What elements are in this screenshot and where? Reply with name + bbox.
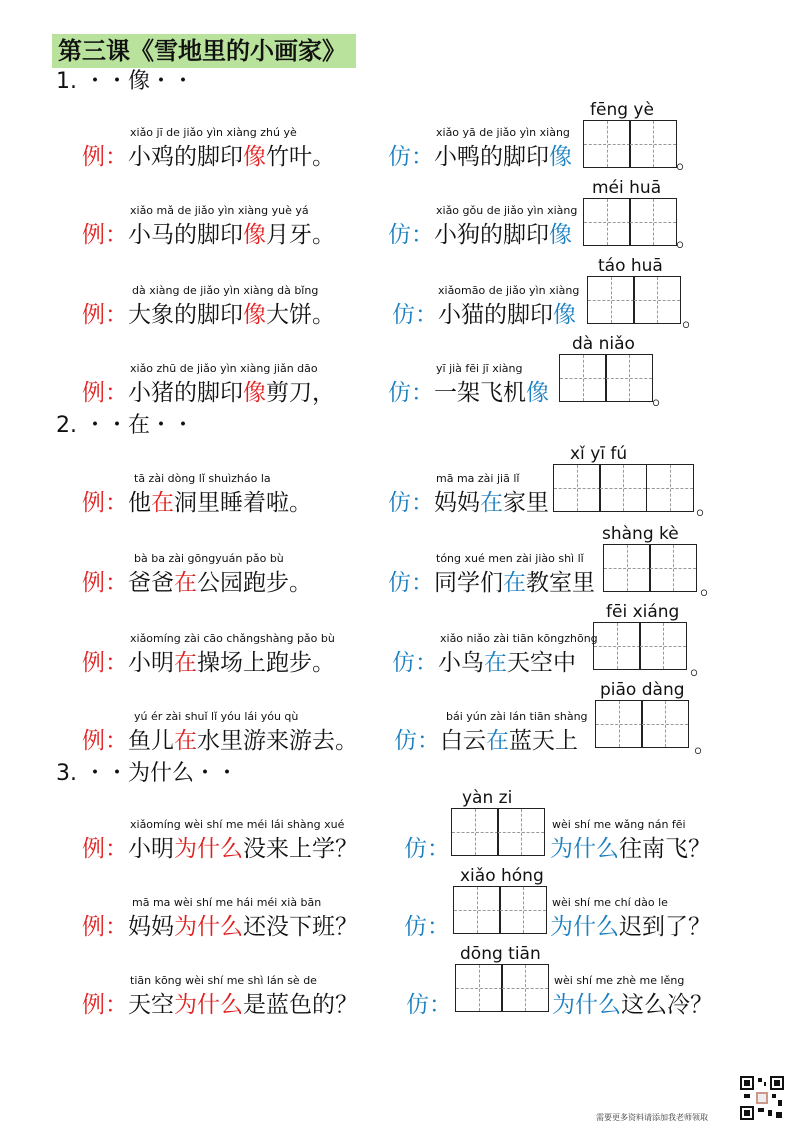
example-text: 小明 <box>128 836 174 862</box>
keyword: 为什么 <box>174 914 243 940</box>
exercise-row <box>0 944 800 1044</box>
imitate-text: 教室里 <box>526 570 595 596</box>
keyword: 在 <box>151 490 174 516</box>
imitate-label: 仿： <box>388 222 434 248</box>
answer-pinyin: yàn zi <box>462 788 513 808</box>
imitate-pinyin: xiǎomāo de jiǎo yìn xiàng <box>438 284 580 297</box>
keyword: 像 <box>243 380 266 406</box>
imitate-pinyin: tóng xué men zài jiào shì lǐ <box>436 552 584 565</box>
example-text: 还没下班？ <box>243 914 358 940</box>
imitate-pinyin: bái yún zài lán tiān shàng <box>446 710 588 723</box>
example-pinyin: xiǎomíng wèi shí me méi lái shàng xué <box>130 818 345 831</box>
exercise-row <box>0 100 800 196</box>
keyword: 为什么 <box>552 992 621 1018</box>
imitate-text: 这么冷？ <box>621 992 713 1018</box>
exercise-row <box>0 178 800 274</box>
imitate-text: 一架飞机 <box>434 380 526 406</box>
example-text: 竹叶。 <box>266 144 335 170</box>
writing-boxes[interactable] <box>554 464 694 512</box>
imitate-text: 迟到了？ <box>619 914 711 940</box>
keyword: 为什么 <box>174 836 243 862</box>
imitate-text: 小鸟 <box>438 650 484 676</box>
writing-boxes[interactable] <box>584 198 677 246</box>
example-text: 剪刀， <box>266 380 335 406</box>
writing-boxes[interactable] <box>604 544 697 592</box>
example-label: 例： <box>82 992 128 1018</box>
imitate-text: 往南飞？ <box>619 836 711 862</box>
imitate-label: 仿： <box>404 914 450 940</box>
imitate-pinyin: xiǎo yā de jiǎo yìn xiàng <box>436 126 570 139</box>
end-punct: 。 <box>694 733 717 758</box>
imitate-label: 仿： <box>388 490 434 516</box>
keyword: 为什么 <box>174 992 243 1018</box>
footer-note: 需要更多资料请添加我老师领取 <box>596 1113 708 1122</box>
example-text: 洞里睡着啦。 <box>174 490 312 516</box>
example-text: 大饼。 <box>266 302 335 328</box>
keyword: 像 <box>549 222 572 248</box>
exercise-row <box>0 788 800 888</box>
imitate-text: 小猫的脚印 <box>438 302 553 328</box>
end-punct: 。 <box>700 575 723 600</box>
example-text: 月牙。 <box>266 222 335 248</box>
example-label: 例： <box>82 490 128 516</box>
answer-pinyin: shàng kè <box>602 524 679 544</box>
imitate-pinyin: wèi shí me zhè me lěng <box>554 974 685 987</box>
imitate-text: 天空中 <box>507 650 576 676</box>
answer-pinyin: méi huā <box>592 178 662 198</box>
example-text: 水里游来游去。 <box>197 728 358 754</box>
writing-boxes[interactable] <box>584 120 677 168</box>
example-text: 他 <box>128 490 151 516</box>
section-heading-3: 3. ・・为什么・・ <box>56 761 238 786</box>
imitate-label: 仿： <box>392 650 438 676</box>
writing-boxes[interactable] <box>456 964 549 1012</box>
example-pinyin: mā ma wèi shí me hái méi xià bān <box>132 896 322 909</box>
imitate-label: 仿： <box>388 380 434 406</box>
example-label: 例： <box>82 570 128 596</box>
keyword: 在 <box>484 650 507 676</box>
end-punct: 。 <box>676 227 699 252</box>
example-label: 例： <box>82 222 128 248</box>
example-pinyin: tiān kōng wèi shí me shì lán sè de <box>130 974 317 987</box>
writing-boxes[interactable] <box>594 622 687 670</box>
imitate-text: 家里 <box>503 490 549 516</box>
keyword: 在 <box>174 570 197 596</box>
example-text: 爸爸 <box>128 570 174 596</box>
keyword: 像 <box>526 380 549 406</box>
keyword: 在 <box>503 570 526 596</box>
answer-pinyin: dà niǎo <box>572 334 635 354</box>
exercise-row <box>0 444 800 542</box>
exercise-row <box>0 334 800 432</box>
imitate-text: 蓝天上 <box>509 728 578 754</box>
example-text: 小马的脚印 <box>128 222 243 248</box>
end-punct: 。 <box>682 307 705 332</box>
imitate-label: 仿： <box>404 836 450 862</box>
example-pinyin: xiǎo jī de jiǎo yìn xiàng zhú yè <box>130 126 297 139</box>
imitate-text: 小狗的脚印 <box>434 222 549 248</box>
example-pinyin: yú ér zài shuǐ lǐ yóu lái yóu qù <box>134 710 299 723</box>
example-pinyin: xiǎomíng zài cāo chǎngshàng pǎo bù <box>130 632 335 645</box>
example-text: 是蓝色的？ <box>243 992 358 1018</box>
imitate-text: 同学们 <box>434 570 503 596</box>
keyword: 为什么 <box>550 914 619 940</box>
imitate-label: 仿： <box>392 302 438 328</box>
answer-pinyin: fēi xiáng <box>606 602 680 622</box>
imitate-text: 小鸭的脚印 <box>434 144 549 170</box>
example-text: 小猪的脚印 <box>128 380 243 406</box>
example-label: 例： <box>82 302 128 328</box>
example-pinyin: tā zài dòng lǐ shuìzháo la <box>134 472 271 485</box>
example-pinyin: xiǎo mǎ de jiǎo yìn xiàng yuè yá <box>130 204 309 217</box>
end-punct: 。 <box>652 385 675 410</box>
keyword: 像 <box>243 144 266 170</box>
end-punct: 。 <box>676 149 699 174</box>
keyword: 在 <box>174 650 197 676</box>
example-label: 例： <box>82 380 128 406</box>
example-label: 例： <box>82 650 128 676</box>
page-title: 第三课《雪地里的小画家》 <box>52 34 356 68</box>
example-pinyin: xiǎo zhū de jiǎo yìn xiàng jiǎn dāo <box>130 362 318 375</box>
writing-boxes[interactable] <box>596 700 689 748</box>
example-label: 例： <box>82 728 128 754</box>
keyword: 在 <box>174 728 197 754</box>
writing-boxes[interactable] <box>560 354 653 402</box>
example-text: 小明 <box>128 650 174 676</box>
example-pinyin: dà xiàng de jiǎo yìn xiàng dà bǐng <box>132 284 319 297</box>
example-text: 鱼儿 <box>128 728 174 754</box>
example-text: 没来上学？ <box>243 836 358 862</box>
answer-pinyin: fēng yè <box>590 100 654 120</box>
answer-pinyin: táo huā <box>598 256 663 276</box>
section-heading-1: 1. ・・像・・ <box>56 69 194 94</box>
example-text: 公园跑步。 <box>197 570 312 596</box>
answer-pinyin: dōng tiān <box>460 944 541 964</box>
imitate-label: 仿： <box>388 570 434 596</box>
answer-pinyin: piāo dàng <box>600 680 685 700</box>
answer-pinyin: xǐ yī fú <box>570 444 628 464</box>
example-label: 例： <box>82 914 128 940</box>
imitate-pinyin: mā ma zài jiā lǐ <box>436 472 520 485</box>
example-text: 妈妈 <box>128 914 174 940</box>
imitate-pinyin: yī jià fēi jī xiàng <box>436 362 523 375</box>
example-text: 天空 <box>128 992 174 1018</box>
section-heading-2: 2. ・・在・・ <box>56 413 194 438</box>
answer-pinyin: xiǎo hóng <box>460 866 544 886</box>
imitate-label: 仿： <box>406 992 452 1018</box>
exercise-row <box>0 256 800 354</box>
example-label: 例： <box>82 144 128 170</box>
imitate-label: 仿： <box>394 728 440 754</box>
imitate-pinyin: xiǎo niǎo zài tiān kōngzhōng <box>440 632 598 645</box>
keyword: 像 <box>549 144 572 170</box>
example-pinyin: bà ba zài gōngyuán pǎo bù <box>134 552 284 565</box>
end-punct: 。 <box>690 655 713 680</box>
imitate-label: 仿： <box>388 144 434 170</box>
imitate-pinyin: wèi shí me chí dào le <box>552 896 668 909</box>
writing-boxes[interactable] <box>454 886 547 934</box>
imitate-pinyin: xiǎo gǒu de jiǎo yìn xiàng <box>436 204 578 217</box>
keyword: 像 <box>553 302 576 328</box>
example-text: 大象的脚印 <box>128 302 243 328</box>
keyword: 像 <box>243 222 266 248</box>
exercise-row <box>0 524 800 622</box>
example-text: 操场上跑步。 <box>197 650 335 676</box>
keyword: 在 <box>486 728 509 754</box>
end-punct: 。 <box>696 495 719 520</box>
keyword: 为什么 <box>550 836 619 862</box>
qr-code-icon <box>740 1076 784 1120</box>
keyword: 在 <box>480 490 503 516</box>
imitate-pinyin: wèi shí me wǎng nán fēi <box>552 818 686 831</box>
writing-boxes[interactable] <box>452 808 545 856</box>
keyword: 像 <box>243 302 266 328</box>
exercise-row <box>0 866 800 966</box>
exercise-row <box>0 680 800 780</box>
imitate-text: 白云 <box>440 728 486 754</box>
writing-boxes[interactable] <box>588 276 681 324</box>
example-text: 小鸡的脚印 <box>128 144 243 170</box>
imitate-text: 妈妈 <box>434 490 480 516</box>
example-label: 例： <box>82 836 128 862</box>
